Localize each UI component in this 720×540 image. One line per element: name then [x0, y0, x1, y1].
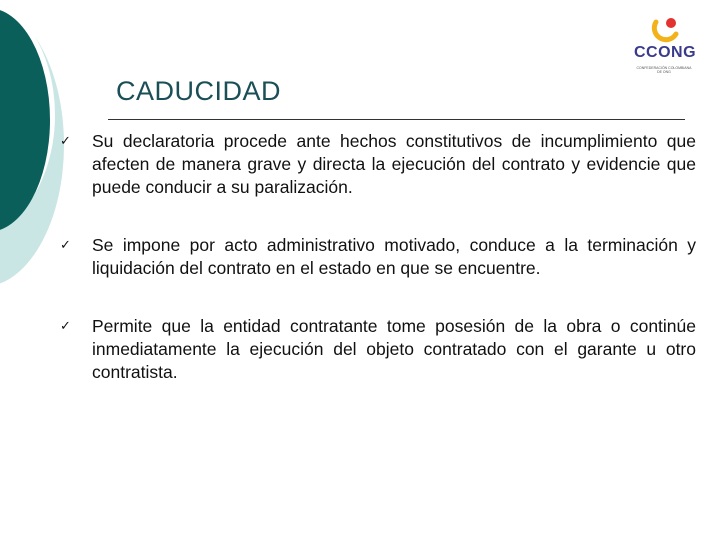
- title-divider: [108, 119, 685, 120]
- check-icon: ✓: [60, 319, 71, 334]
- bullet-text: Permite que la entidad contratante tome posesión de la obra o continúe inmediatamente la ejecución del objeto contratado con el garante u otro contratista.: [92, 316, 696, 382]
- bullet-text: Su declaratoria procede ante hechos constitutivos de incumplimiento que afecten de manera grave y directa la ejecución del contrato y evidencie que puede conducir a su paralización.: [92, 131, 696, 197]
- bullet-text: Se impone por acto administrativo motivado, conduce a la terminación y liquidación del contrato en el estado en que se encuentre.: [92, 235, 696, 278]
- ccong-logo-mark: [634, 16, 694, 46]
- check-icon: ✓: [60, 238, 71, 253]
- ccong-logo: [634, 16, 714, 78]
- slide-title: CADUCIDAD: [116, 76, 282, 106]
- bullet-item: [60, 130, 696, 199]
- bullet-item: [60, 234, 696, 280]
- logo-text: CCONG: [634, 44, 697, 61]
- bullet-list: [60, 130, 696, 419]
- check-icon: ✓: [60, 134, 71, 149]
- bullet-item: [60, 315, 696, 384]
- logo-tagline: CONFEDERACIÓN COLOMBIANA DE ONG: [636, 66, 692, 74]
